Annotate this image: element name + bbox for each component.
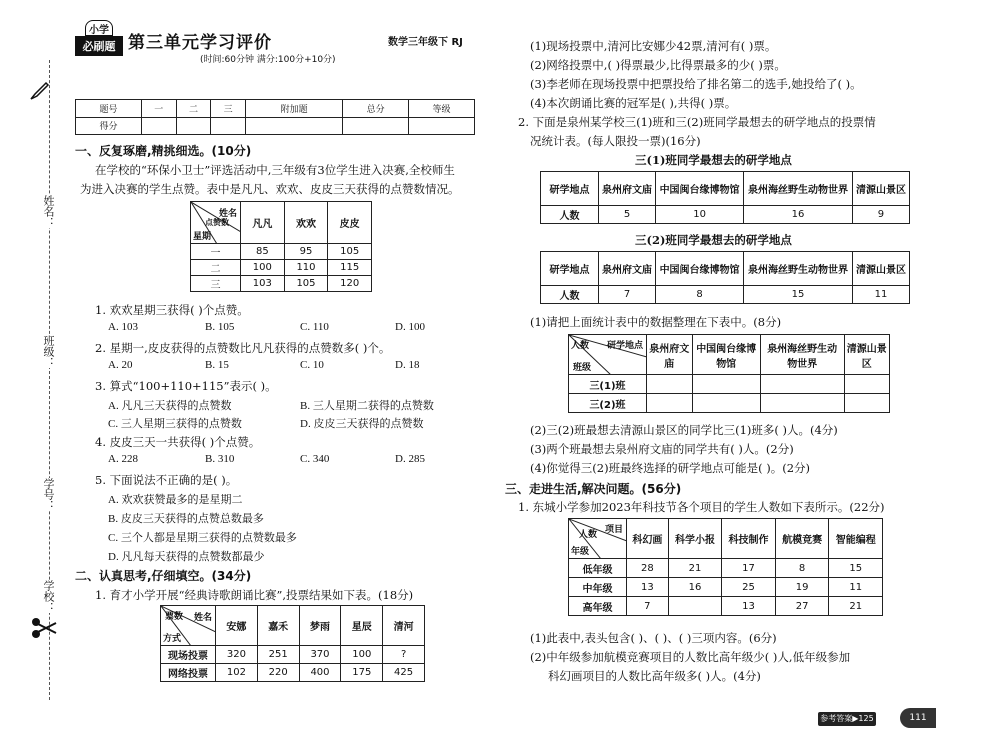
option[interactable]: A. 欢欢获赞最多的是星期二 <box>108 494 243 506</box>
score-cell[interactable] <box>141 117 176 135</box>
score-header: 等级 <box>409 100 475 118</box>
option[interactable]: C. 三个人都是星期三获得的点赞数最多 <box>108 532 297 544</box>
question: (1)此表中,表头包含( )、( )、( )三项内容。(6分) <box>530 631 777 645</box>
tech-table-header-diagonal: 项目 人数 年级 <box>569 519 627 559</box>
score-cell[interactable] <box>246 117 343 135</box>
option[interactable]: D. 100 <box>395 321 425 333</box>
answer-cell[interactable] <box>647 375 693 394</box>
option[interactable]: C. 110 <box>300 321 329 333</box>
likes-col-header: 皮皮 <box>328 202 372 244</box>
score-header: 总分 <box>343 100 409 118</box>
pencil-icon <box>28 80 50 102</box>
score-header: 二 <box>176 100 211 118</box>
section3-heading: 三、走进生活,解决问题。(56分) <box>505 482 682 496</box>
question: 5. 下面说法不正确的是( )。 <box>95 473 238 487</box>
option[interactable]: C. 三人星期三获得的点赞数 <box>108 418 242 430</box>
combined-table: 研学地点 人数 班级 泉州府文庙 中国闽台缘博物馆 泉州海丝野生动物世界 清源山景区 三(1)班 三(2)班 <box>568 334 890 413</box>
score-header: 题号 <box>76 100 142 118</box>
time-info: (时间:60分钟 满分:100分+10分) <box>200 55 336 65</box>
option[interactable]: B. 310 <box>205 453 235 465</box>
page-title: 第三单元学习评价 <box>128 33 272 53</box>
tech-fest-table: 项目 人数 年级 科幻画 科学小报 科技制作 航模竞赛 智能编程 低年级 28 21 17 8 15 中年级 13 16 25 19 11 高年级 7 13 27 21 <box>568 518 883 616</box>
likes-table-header-diagonal: 姓名 点赞数 星期 <box>191 202 241 244</box>
question: 况统计表。(每人限投一票)(16分) <box>530 134 701 148</box>
question: (2)网络投票中,( )得票最少,比得票最多的少( )票。 <box>530 58 786 72</box>
option[interactable]: B. 105 <box>205 321 235 333</box>
score-header: 一 <box>141 100 176 118</box>
school-label: 学校： <box>42 580 55 613</box>
score-header: 附加题 <box>246 100 343 118</box>
series-logo: 小学 必刷题 <box>75 20 123 66</box>
class2-table: 研学地点 泉州府文庙 中国闽台缘博物馆 泉州海丝野生动物世界 清源山景区 人数 7 8 15 11 <box>540 251 910 304</box>
question: (1)现场投票中,清河比安娜少42票,清河有( )票。 <box>530 39 777 53</box>
answer-cell[interactable] <box>760 375 844 394</box>
score-row-label: 得分 <box>76 117 142 135</box>
section1-heading: 一、反复琢磨,精挑细选。(10分) <box>75 144 252 158</box>
score-table <box>75 99 475 135</box>
section2-heading: 二、认真思考,仔细填空。(34分) <box>75 569 252 583</box>
option[interactable]: B. 皮皮三天获得的点赞总数最多 <box>108 513 264 525</box>
answer-cell[interactable] <box>692 394 760 413</box>
question: 1. 东城小学参加2023年科技节各个项目的学生人数如下表所示。(22分) <box>518 500 885 514</box>
option[interactable]: D. 285 <box>395 453 425 465</box>
binding-margin <box>0 0 70 738</box>
question: (4)本次朗诵比赛的冠军是( ),共得( )票。 <box>530 96 737 110</box>
combined-table-header-diagonal: 研学地点 人数 班级 <box>569 335 647 375</box>
student-id-label: 学号： <box>42 478 55 511</box>
answer-cell[interactable] <box>760 394 844 413</box>
score-cell[interactable] <box>343 117 409 135</box>
score-cell[interactable] <box>211 117 246 135</box>
option[interactable]: D. 18 <box>395 359 420 371</box>
answer-cell[interactable] <box>692 375 760 394</box>
likes-table: 姓名 点赞数 星期 凡凡 欢欢 皮皮 一 85 95 105 二 100 110 115 三 103 105 120 <box>190 201 372 292</box>
vote-table: 姓名 票数 方式 安娜 嘉禾 梦雨 星辰 清河 现场投票 320 251 370 100 ? 网络投票 102 220 400 175 425 <box>160 605 425 682</box>
answer-cell[interactable] <box>844 394 890 413</box>
score-cell[interactable] <box>176 117 211 135</box>
likes-col-header: 凡凡 <box>241 202 285 244</box>
option[interactable]: D. 凡凡每天获得的点赞数都最少 <box>108 551 265 563</box>
question: (4)你觉得三(2)班最终选择的研学地点可能是( )。(2分) <box>530 461 810 475</box>
table-title: 三(2)班同学最想去的研学地点 <box>635 233 792 247</box>
vote-table-header-diagonal: 姓名 票数 方式 <box>161 606 216 646</box>
subject-label: 数学三年级下 RJ <box>388 37 463 48</box>
option[interactable]: C. 10 <box>300 359 324 371</box>
option[interactable]: D. 皮皮三天获得的点赞数 <box>300 418 424 430</box>
score-header: 三 <box>211 100 246 118</box>
option[interactable]: C. 340 <box>300 453 330 465</box>
option[interactable]: A. 凡凡三天获得的点赞数 <box>108 400 232 412</box>
class-label: 班级： <box>42 335 55 368</box>
question: (1)请把上面统计表中的数据整理在下表中。(8分) <box>530 315 782 329</box>
scissors-icon <box>28 615 58 641</box>
page-number: 111 <box>900 708 936 728</box>
answer-reference: 参考答案▶125 <box>818 712 876 726</box>
answer-cell[interactable] <box>647 394 693 413</box>
score-cell[interactable] <box>409 117 475 135</box>
question: 2. 星期一,皮皮获得的点赞数比凡凡获得的点赞数多( )个。 <box>95 341 391 355</box>
question: 1. 欢欢星期三获得( )个点赞。 <box>95 303 249 317</box>
class1-table: 研学地点 泉州府文庙 中国闽台缘博物馆 泉州海丝野生动物世界 清源山景区 人数 5 10 16 9 <box>540 171 910 224</box>
question: (2)中年级参加航模竞赛项目的人数比高年级少( )人,低年级参加 <box>530 650 851 664</box>
question: 4. 皮皮三天一共获得( )个点赞。 <box>95 435 261 449</box>
question: (3)两个班最想去泉州府文庙的同学共有( )人。(2分) <box>530 442 794 456</box>
likes-col-header: 欢欢 <box>284 202 328 244</box>
table-title: 三(1)班同学最想去的研学地点 <box>635 153 792 167</box>
question: 1. 育才小学开展“经典诗歌朗诵比赛”,投票结果如下表。(18分) <box>95 588 414 602</box>
question: (2)三(2)班最想去清源山景区的同学比三(1)班多( )人。(4分) <box>530 423 838 437</box>
section1-intro: 在学校的“环保小卫士”评选活动中,三年级有3位学生进入决赛,全校师生 <box>95 163 455 177</box>
section1-intro: 为进入决赛的学生点赞。表中是凡凡、欢欢、皮皮三天获得的点赞数情况。 <box>80 182 460 196</box>
option[interactable]: A. 228 <box>108 453 138 465</box>
question: (3)李老师在现场投票中把票投给了排名第二的选手,她投给了( )。 <box>530 77 862 91</box>
answer-cell[interactable] <box>844 375 890 394</box>
option[interactable]: B. 15 <box>205 359 229 371</box>
option[interactable]: A. 20 <box>108 359 133 371</box>
option[interactable]: A. 103 <box>108 321 138 333</box>
question: 3. 算式“100+110+115”表示( )。 <box>95 379 277 393</box>
option[interactable]: B. 三人星期二获得的点赞数 <box>300 400 434 412</box>
name-label: 姓名： <box>42 195 55 228</box>
question: 2. 下面是泉州某学校三(1)班和三(2)班同学最想去的研学地点的投票情 <box>518 115 876 129</box>
question: 科幻画项目的人数比高年级多( )人。(4分) <box>548 669 761 683</box>
